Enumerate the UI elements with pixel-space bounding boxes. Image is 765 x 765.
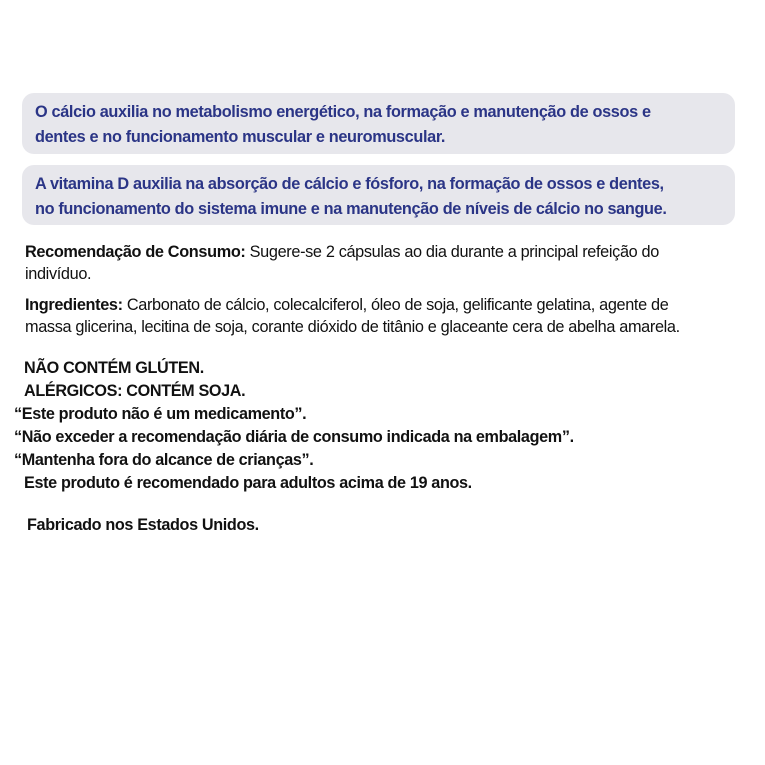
children-warning: “Mantenha fora do alcance de crianças”. (14, 451, 314, 469)
manufactured-origin: Fabricado nos Estados Unidos. (27, 516, 259, 534)
gluten-warning: NÃO CONTÉM GLÚTEN. (24, 359, 204, 377)
recommendation-text: Sugere-se 2 cápsulas ao dia durante a principal refeição do (249, 243, 659, 261)
ingredients-line-1 (25, 294, 750, 316)
consumption-recommendation (25, 241, 750, 285)
ingredients-label: Ingredientes: (25, 296, 123, 314)
allergens-warning: ALÉRGICOS: CONTÉM SOJA. (24, 382, 246, 400)
warnings-list (14, 357, 734, 495)
recommendation-line-2: indivíduo. (25, 265, 92, 283)
vitamin-d-claim-line-2: no funcionamento do sistema imune e na manutenção de níveis de cálcio no sangue. (35, 200, 667, 218)
dosage-warning: “Não exceder a recomendação diária de consumo indicada na embalagem”. (14, 428, 574, 446)
recommendation-label: Recomendação de Consumo: (25, 243, 246, 261)
ingredients-line-2: massa glicerina, lecitina de soja, corante dióxido de titânio e glaceante cera de abelha amarela. (25, 318, 680, 336)
vitamin-d-claim-line-1: A vitamina D auxilia na absorção de cálcio e fósforo, na formação de ossos e dentes, (35, 175, 664, 193)
adults-notice: Este produto é recomendado para adultos acima de 19 anos. (24, 474, 472, 492)
calcium-claim-line-1: O cálcio auxilia no metabolismo energético, na formação e manutenção de ossos e (35, 103, 651, 121)
vitamin-d-claim-box (22, 165, 735, 225)
calcium-claim-box (22, 93, 735, 154)
ingredients-text: Carbonato de cálcio, colecalciferol, óleo de soja, gelificante gelatina, agente de (126, 296, 669, 314)
calcium-claim-line-2: dentes e no funcionamento muscular e neuromuscular. (35, 128, 446, 146)
recommendation-line-1 (25, 241, 750, 263)
ingredients-block (25, 294, 750, 338)
not-medicine-warning: “Este produto não é um medicamento”. (14, 405, 307, 423)
